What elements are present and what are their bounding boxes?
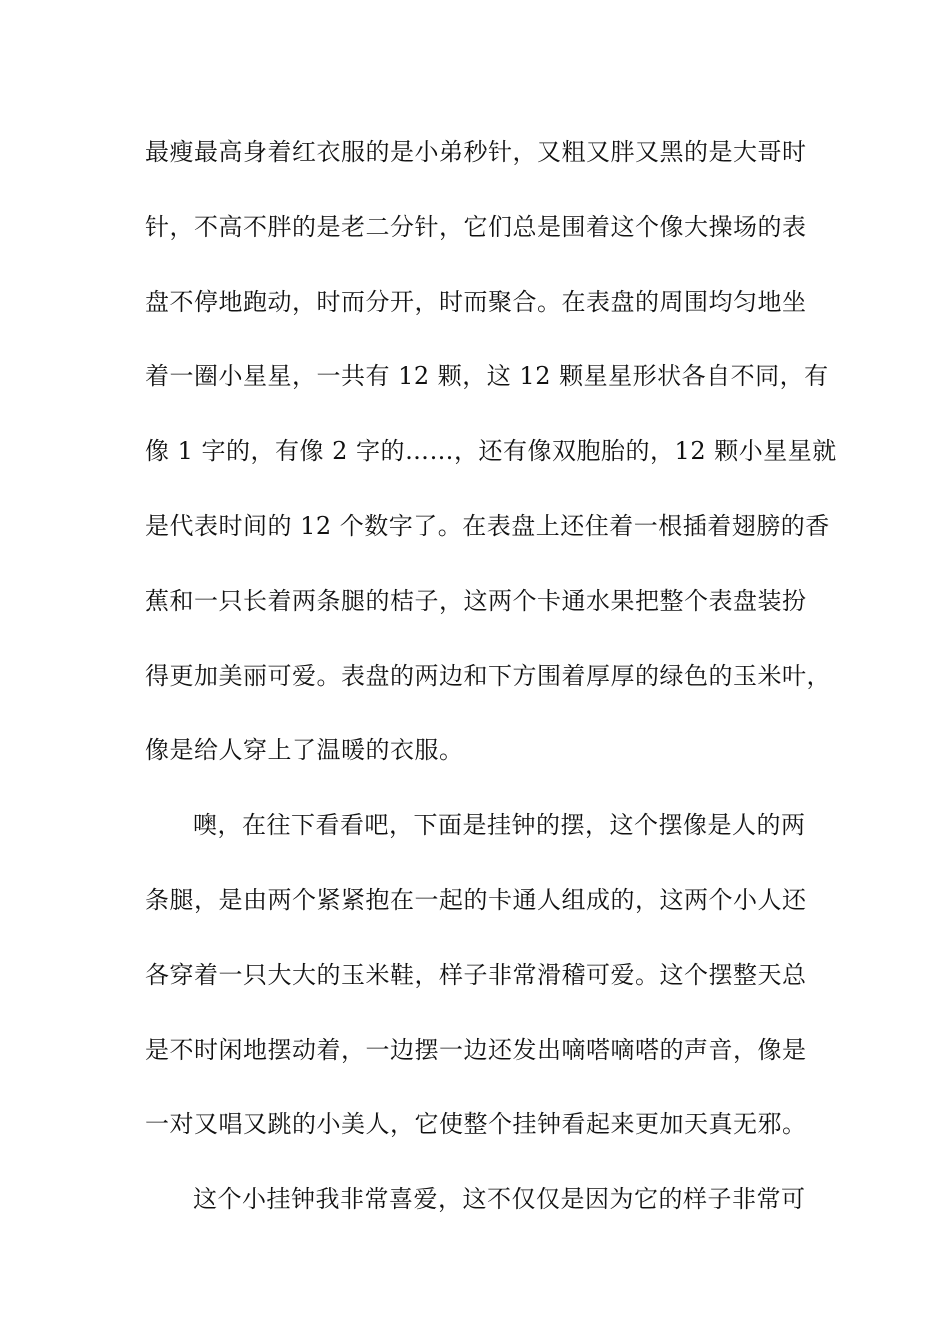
text-line: 得更加美丽可爱。表盘的两边和下方围着厚厚的绿色的玉米叶， [145,661,831,690]
text-line: 盘不停地跑动，时而分开，时而聚合。在表盘的周围均匀地坐 [145,287,807,316]
text-line: 着一圈小星星，一共有 12 颗，这 12 颗星星形状各自不同，有 [145,362,829,391]
text-line: 一对又唱又跳的小美人，它使整个挂钟看起来更加天真无邪。 [145,1110,807,1139]
text-line: 像是给人穿上了温暖的衣服。 [145,736,464,765]
text-line: 各穿着一只大大的玉米鞋，样子非常滑稽可爱。这个摆整天总 [145,960,807,989]
text-line: 像 1 字的，有像 2 字的……，还有像双胞胎的，12 颗小星星就 [145,437,837,466]
text-line: 是不时闲地摆动着，一边摆一边还发出嘀嗒嘀嗒的声音，像是 [145,1035,807,1064]
text-line: 针，不高不胖的是老二分针，它们总是围着这个像大操场的表 [145,212,807,241]
text-line: 噢，在往下看看吧，下面是挂钟的摆，这个摆像是人的两 [193,811,806,840]
text-line: 最瘦最高身着红衣服的是小弟秒针，又粗又胖又黑的是大哥时 [145,138,807,166]
text-line: 蕉和一只长着两条腿的桔子，这两个卡通水果把整个表盘装扮 [145,586,807,615]
text-line: 这个小挂钟我非常喜爱，这不仅仅是因为它的样子非常可 [193,1185,806,1214]
text-line: 是代表时间的 12 个数字了。在表盘上还住着一根插着翅膀的香 [145,511,830,540]
body-text [145,128,837,1250]
text-line: 条腿，是由两个紧紧抱在一起的卡通人组成的，这两个小人还 [145,885,807,914]
